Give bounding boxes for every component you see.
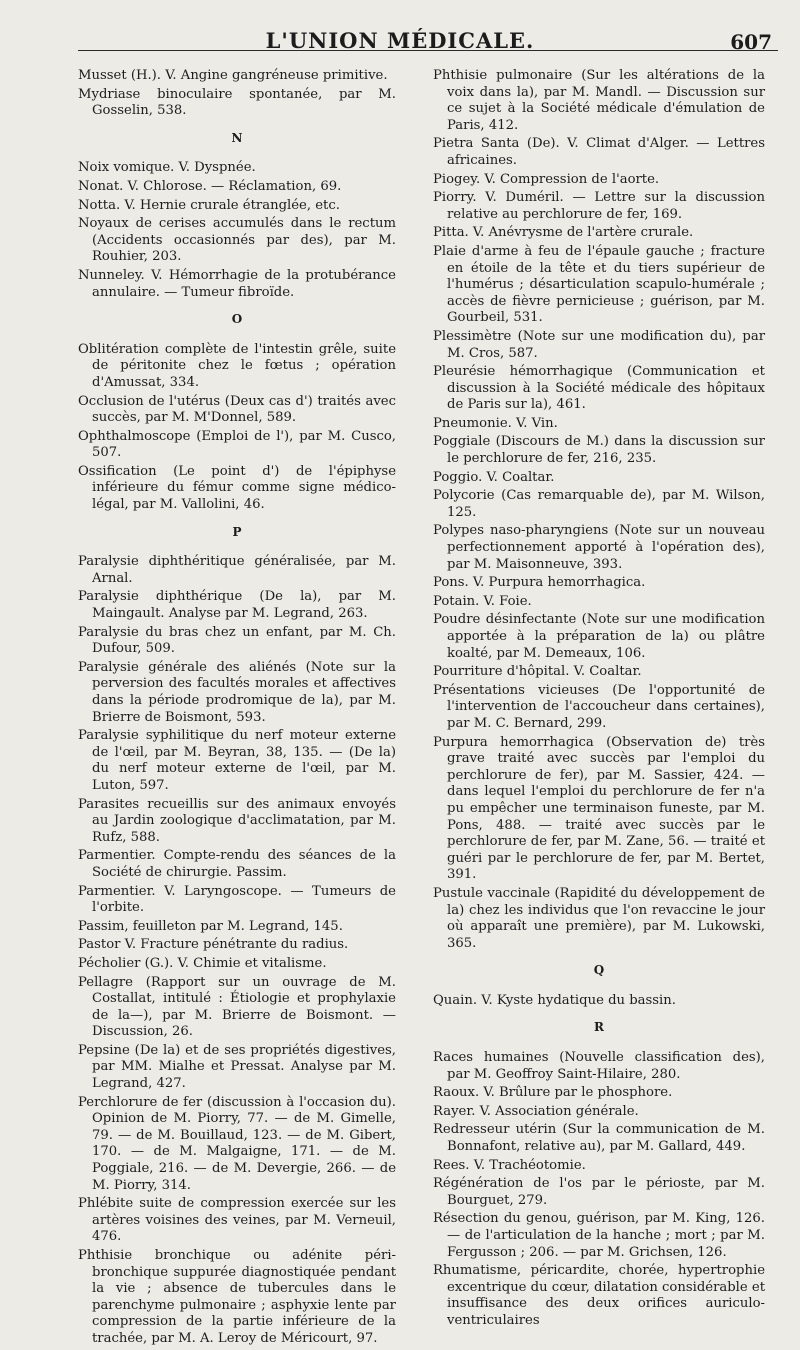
index-entry: Phlébite suite de compression exercée sur les artères voisines des veines, par M. Verneuil, 476.: [78, 1196, 396, 1245]
index-entry: Poggiale (Discours de M.) dans la discussion sur le perchlorure de fer, 216, 235.: [433, 434, 765, 467]
index-entry: Noyaux de cerises accumulés dans le rectum (Accidents occasionnés par des), par M. Rouhier, 203.: [78, 216, 396, 265]
right-column: [433, 68, 765, 1332]
index-entry: Musset (H.). V. Angine gangréneuse primitive.: [78, 68, 388, 83]
entries-n: [78, 160, 396, 301]
index-entry: Occlusion de l'utérus (Deux cas d') traités avec succès, par M. M'Donnel, 589.: [78, 393, 396, 426]
entries-r: [433, 1050, 765, 1330]
index-entry: Potain. V. Foie.: [433, 593, 532, 609]
index-entry: Pepsine (De la) et de ses propriétés digestives, par MM. Mialhe et Pressat. Analyse par M. Legrand, 427.: [78, 1042, 396, 1092]
index-entry: Races humaines (Nouvelle classification des), par M. Geoffroy Saint-Hilaire, 280.: [433, 1050, 765, 1082]
index-entry: Parmentier. Compte-rendu des séances de la Société de chirurgie. Passim.: [78, 848, 396, 880]
header-rule: [78, 50, 778, 51]
index-entry: Pourriture d'hôpital. V. Coaltar.: [433, 664, 642, 680]
page-number: 607: [730, 30, 772, 54]
index-entry: Oblitération complète de l'intestin grêle, suite de péritonite chez le fœtus ; opération d'Amussat, 334.: [78, 341, 396, 390]
index-entry: Nonat. V. Chlorose. — Réclamation, 69.: [78, 178, 342, 194]
index-entry: Ossification (Le point d') de l'épiphyse inférieure du fémur comme signe médico-légal, par M. Vallolini, 46.: [78, 463, 396, 513]
entries-o: [78, 342, 396, 514]
letter-heading-p: P: [232, 524, 242, 539]
index-entry: Pastor V. Fracture pénétrante du radius.: [78, 937, 349, 953]
index-entry: Raoux. V. Brûlure par le phosphore.: [433, 1085, 673, 1101]
index-entry: Paralysie générale des aliénés (Note sur la perversion des facultés morales et affectives dans la période prodromique de la), par M. Brierre de Boismont, 593.: [78, 659, 396, 725]
index-entry: Phthisie bronchique ou adénite péri-bronchique suppurée diagnostiquée pendant la vie ; absence de tubercules dans le parenchyme pulmonaire ; asphyxie lente par compression de la partie inférieure de la trachée, par M. A. Leroy de Méricourt, 97.: [78, 1248, 396, 1346]
index-entry: Paralysie diphthéritique généralisée, par M. Arnal.: [78, 554, 396, 586]
index-entry: Parmentier. V. Laryngoscope. — Tumeurs de l'orbite.: [78, 883, 396, 916]
index-entry: Mydriase binoculaire spontanée, par M. Gosselin, 538.: [78, 86, 396, 119]
index-entry: Plessimètre (Note sur une modification du), par M. Cros, 587.: [433, 328, 765, 361]
index-entry: Pécholier (G.). V. Chimie et vitalisme.: [78, 955, 327, 971]
index-entry: Paralysie syphilitique du nerf moteur externe de l'œil, par M. Beyran, 38, 135. — (De la) du nerf moteur externe de l'œil, par M. Luton, 597.: [78, 728, 396, 793]
index-entry: Perchlorure de fer (discussion à l'occasion du). Opinion de M. Piorry, 77. — de M. Gimelle, 79. — de M. Bouillaud, 123. — de M. Gibert, 170. — de M. Malgaigne, 171. — de M. Poggiale, 216. — de M. Devergie, 266. — de M. Piorry, 314.: [78, 1094, 396, 1193]
index-entry: Résection du genou, guérison, par M. King, 126. — de l'articulation de la hanche ; mort ; par M. Fergusson ; 206. — par M. Grichsen, 126.: [433, 1211, 765, 1260]
left-column: [78, 68, 396, 1350]
index-entry: Noix vomique. V. Dyspnée.: [78, 160, 256, 176]
index-entry: Pons. V. Purpura hemorrhagica.: [433, 575, 646, 591]
entries-p-continued: [433, 68, 765, 952]
index-entry: Parasites recueillis sur des animaux envoyés au Jardin zoologique d'acclimatation, par M. Rufz, 588.: [78, 796, 396, 845]
index-entry: Plaie d'arme à feu de l'épaule gauche ; fracture en étoile de la tête et du tiers supérieur de l'humérus ; désarticulation scapulo-humérale ; accès de fièvre pernicieuse ; guérison, par M. Gourbeil, 531.: [433, 243, 765, 326]
index-entry: Poudre désinfectante (Note sur une modification apportée à la préparation de la) ou plâtre koalté, par M. Demeaux, 106.: [433, 612, 765, 661]
letter-heading-n: N: [231, 130, 243, 145]
page-header: [0, 22, 800, 62]
index-entry: Régénération de l'os par le périoste, par M. Bourguet, 279.: [433, 1176, 765, 1208]
index-entry: Poggio. V. Coaltar.: [433, 469, 555, 485]
index-entry: Paralysie diphthérique (De la), par M. Maingault. Analyse par M. Legrand, 263.: [78, 589, 396, 622]
index-entry: Notta. V. Hernie crurale étranglée, etc.: [78, 197, 340, 213]
index-entry: Nunneley. V. Hémorrhagie de la protubérance annulaire. — Tumeur fibroïde.: [78, 267, 396, 300]
entries-m: [78, 68, 396, 120]
index-entry: Passim, feuilleton par M. Legrand, 145.: [78, 918, 343, 934]
letter-heading-o: O: [231, 312, 243, 327]
journal-title: L'UNION MÉDICALE.: [265, 28, 535, 53]
index-entry: Purpura hemorrhagica (Observation de) très grave traité avec succès par l'emploi du perchlorure de fer), par M. Sassier, 424. — dans lequel l'emploi du perchlorure de fer n'a pu empêcher une terminaison funeste, par M. Pons, 488. — traité avec succès par le perchlorure de fer, par M. Zane, 56. — traité et guéri par le perchlorure de fer, par M. Bertet, 391.: [433, 734, 765, 883]
index-entry: Rees. V. Trachéotomie.: [433, 1157, 586, 1173]
index-entry: Pellagre (Rapport sur un ouvrage de M. Costallat, intitulé : Étiologie et prophylaxie de la—), par M. Brierre de Boismont. — Discussion, 26.: [78, 974, 396, 1040]
index-entry: Pustule vaccinale (Rapidité du développement de la) chez les individus que l'on revaccine le jour où apparaît une première), par M. Lukowski, 365.: [433, 885, 765, 951]
letter-heading-q: Q: [593, 963, 605, 978]
letter-heading-r: R: [594, 1020, 604, 1035]
index-entry: Phthisie pulmonaire (Sur les altérations de la voix dans la), par M. Mandl. — Discussion sur ce sujet à la Société médicale d'émulation de Paris, 412.: [433, 68, 765, 133]
index-entry: Piorry. V. Duméril. — Lettre sur la discussion relative au perchlorure de fer, 169.: [433, 190, 765, 222]
index-entry: Pneumonie. V. Vin.: [433, 415, 558, 431]
index-entry: Quain. V. Kyste hydatique du bassin.: [433, 992, 676, 1008]
index-entry: Paralysie du bras chez un enfant, par M. Ch. Dufour, 509.: [78, 624, 396, 657]
index-entry: Rayer. V. Association générale.: [433, 1103, 639, 1119]
index-entry: Pitta. V. Anévrysme de l'artère crurale.: [433, 225, 694, 241]
index-entry: Pietra Santa (De). V. Climat d'Alger. — Lettres africaines.: [433, 136, 765, 168]
index-entry: Piogey. V. Compression de l'aorte.: [433, 171, 660, 187]
entries-p: [78, 554, 396, 1347]
index-entry: Polycorie (Cas remarquable de), par M. Wilson, 125.: [433, 488, 765, 520]
entries-q: [433, 993, 765, 1010]
index-entry: Rhumatisme, péricardite, chorée, hypertrophie excentrique du cœur, dilatation considérable et insuffisance des deux orifices auriculo-ventriculaires: [433, 1263, 765, 1328]
index-entry: Redresseur utérin (Sur la communication de M. Bonnafont, relative au), par M. Gallard, 449.: [433, 1122, 765, 1155]
index-entry: Ophthalmoscope (Emploi de l'), par M. Cusco, 507.: [78, 428, 396, 461]
index-entry: Pleurésie hémorrhagique (Communication et discussion à la Société médicale des hôpitaux de Paris sur la), 461.: [433, 364, 765, 413]
index-entry: Présentations vicieuses (De l'opportunité de l'intervention de l'accoucheur dans certaines), par M. C. Bernard, 299.: [433, 682, 765, 731]
index-entry: Polypes naso-pharyngiens (Note sur un nouveau perfectionnement apporté à l'opération des), par M. Maisonneuve, 393.: [433, 523, 765, 572]
